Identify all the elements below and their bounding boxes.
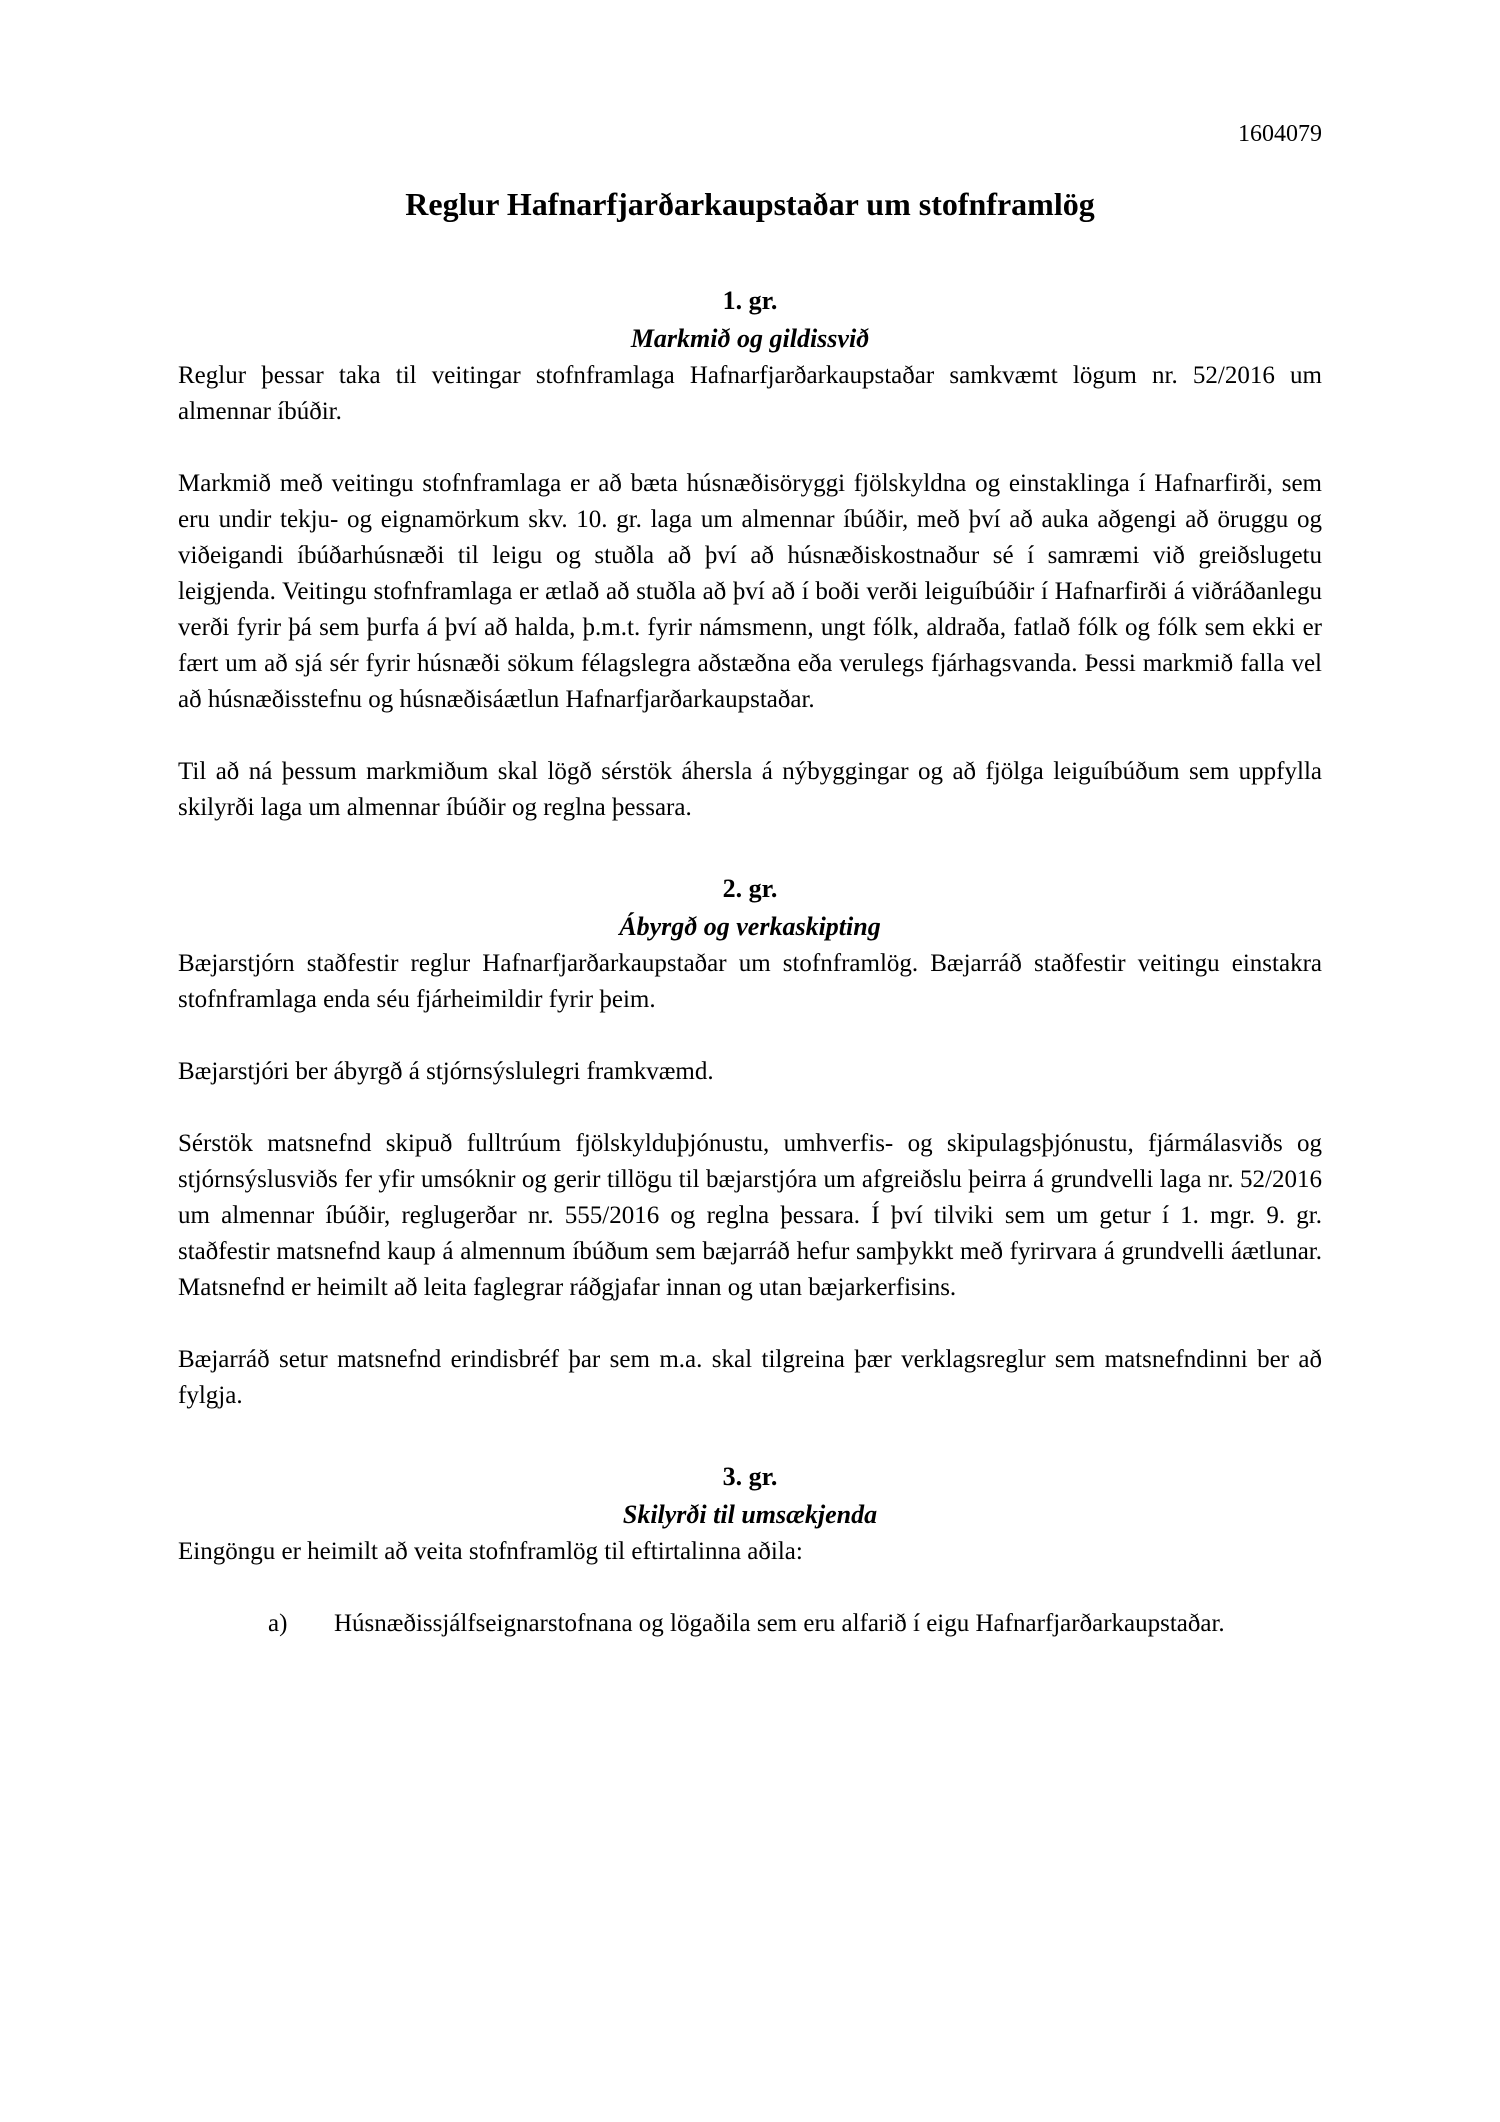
list-item bbox=[268, 1606, 1322, 1642]
section-1 bbox=[178, 282, 1322, 826]
section-1-subtitle: Markmið og gildissvið bbox=[630, 324, 870, 353]
section-1-heading: 1. gr. bbox=[722, 286, 778, 315]
list-item-text: Húsnæðissjálfseignarstofnana og lögaðila sem eru alfarið í eigu Hafnarfjarðarkaupstaðar. bbox=[334, 1610, 1225, 1637]
section-3-subtitle: Skilyrði til umsækjenda bbox=[622, 1500, 878, 1529]
section-3 bbox=[178, 1458, 1322, 1642]
section-2-paragraph-2: Bæjarstjóri ber ábyrgð á stjórnsýslulegri framkvæmd. bbox=[178, 1058, 714, 1085]
section-2-paragraph-1: Bæjarstjórn staðfestir reglur Hafnarfjarðarkaupstaðar um stofnframlög. Bæjarráð staðfestir veitingu einstakra stofnframlaga enda séu fjárheimildir fyrir þeim. bbox=[178, 950, 1322, 1013]
section-2-subtitle: Ábyrgð og verkaskipting bbox=[619, 912, 881, 941]
section-2 bbox=[178, 870, 1322, 1414]
section-2-paragraph-4: Bæjarráð setur matsnefnd erindisbréf þar sem m.a. skal tilgreina þær verklagsreglur sem matsnefndinni ber að fylgja. bbox=[178, 1346, 1322, 1409]
doc-title: Reglur Hafnarfjarðarkaupstaðar um stofnframlög bbox=[405, 186, 1095, 222]
section-2-heading: 2. gr. bbox=[722, 874, 778, 903]
section-2-paragraph-3: Sérstök matsnefnd skipuð fulltrúum fjölskylduþjónustu, umhverfis- og skipulagsþjónustu, fjármálasviðs og stjórnsýslusviðs fer yfir umsóknir og gerir tillögu til bæjarstjóra um afgreiðslu þeirra á grundvelli laga nr. 52/2016 um almennar íbúðir, reglugerðar nr. 555/2016 og reglna þessara. Í því tilviki sem um getur í 1. mgr. 9. gr. staðfestir matsnefnd kaup á almennum íbúðum sem bæjarráð hefur samþykkt með fyrirvara á grundvelli áætlunar. Matsnefnd er heimilt að leita faglegrar ráðgjafar innan og utan bæjarkerfisins. bbox=[178, 1130, 1322, 1301]
section-3-paragraph-1: Eingöngu er heimilt að veita stofnframlög til eftirtalinna aðila: bbox=[178, 1538, 803, 1565]
list-item-label: a) bbox=[268, 1610, 288, 1637]
section-3-heading: 3. gr. bbox=[722, 1462, 778, 1491]
section-1-paragraph-1: Reglur þessar taka til veitingar stofnframlaga Hafnarfjarðarkaupstaðar samkvæmt lögum nr. 52/2016 um almennar íbúðir. bbox=[178, 362, 1322, 425]
doc-number: 1604079 bbox=[1238, 121, 1322, 147]
section-1-paragraph-2: Markmið með veitingu stofnframlaga er að bæta húsnæðisöryggi fjölskyldna og einstaklinga í Hafnarfirði, sem eru undir tekju- og eignamörkum skv. 10. gr. laga um almennar íbúðir, með því að auka aðgengi að öruggu og viðeigandi íbúðarhúsnæði til leigu og stuðla að því að húsnæðiskostnaður sé í samræmi við greiðslugetu leigjenda. Veitingu stofnframlaga er ætlað að stuðla að því að í boði verði leiguíbúðir í Hafnarfirði á viðráðanlegu verði fyrir þá sem þurfa á því að halda, þ.m.t. fyrir námsmenn, ungt fólk, aldraða, fatlað fólk og fólk sem ekki er fært um að sjá sér fyrir húsnæði sökum félagslegra aðstæðna eða verulegs fjárhagsvanda. Þessi markmið falla vel að húsnæðisstefnu og húsnæðisáætlun Hafnarfjarðarkaupstaðar. bbox=[178, 470, 1322, 713]
section-1-paragraph-3: Til að ná þessum markmiðum skal lögð sérstök áhersla á nýbyggingar og að fjölga leiguíbúðum sem uppfylla skilyrði laga um almennar íbúðir og reglna þessara. bbox=[178, 758, 1322, 821]
